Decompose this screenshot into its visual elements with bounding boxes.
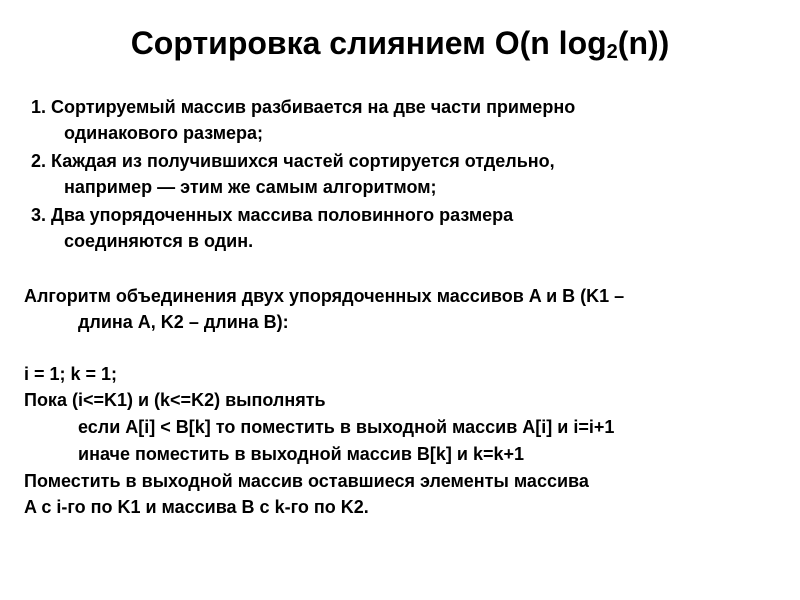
merge-intro-line-1: Алгоритм объединения двух упорядоченных массивов A и B (K1 – — [24, 286, 625, 306]
step-2-line-1: 2. Каждая из получившихся частей сортируется отдельно, — [31, 151, 555, 171]
algo-finish-line-2: A с i-го по K1 и массива B с k-го по K2. — [24, 497, 369, 517]
algo-else-branch: иначе поместить в выходной массив B[k] и k=k+1 — [78, 444, 525, 464]
step-3-line-2: соединяются в один. — [64, 231, 254, 251]
merge-intro-line-2: длина A, K2 – длина B): — [78, 312, 289, 332]
title-main: Сортировка слиянием O(n log — [130, 25, 607, 61]
step-2-line-2: например — этим же самым алгоритмом; — [64, 177, 437, 197]
algo-if-branch: если A[i] < B[k] то поместить в выходной массив A[i] и i=i+1 — [78, 417, 615, 437]
step-1-line-2: одинакового размера; — [64, 123, 264, 143]
step-1-line-1: 1. Сортируемый массив разбивается на две части примерно — [31, 97, 576, 117]
slide-title — [0, 18, 800, 68]
algo-init: i = 1; k = 1; — [24, 364, 118, 384]
algo-loop: Пока (i<=K1) и (k<=K2) выполнять — [24, 390, 326, 410]
title-tail: (n)) — [617, 25, 670, 61]
title-subscript: 2 — [606, 41, 618, 63]
algo-finish-line-1: Поместить в выходной массив оставшиеся элементы массива — [24, 471, 589, 491]
step-3-line-1: 3. Два упорядоченных массива половинного размера — [31, 205, 514, 225]
